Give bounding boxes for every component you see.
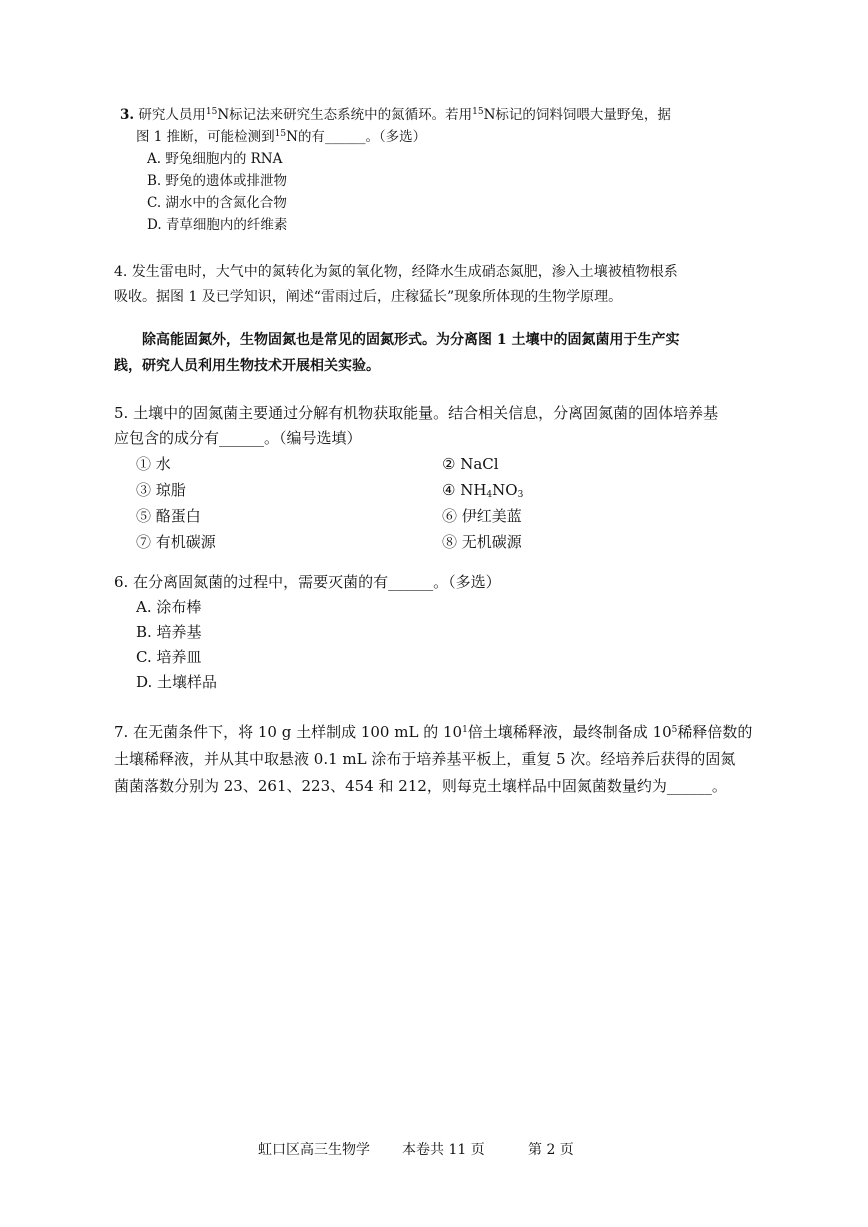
option-4: ④ $NH_4NO_3$ <box>442 481 524 500</box>
answer-blank[interactable]: ______ <box>324 129 366 145</box>
option-b: B. 野兔的遗体或排泄物 <box>147 173 288 189</box>
question-6-line-1: 6. 在分离固氮菌的过程中，需要灭菌的有______。（多选） <box>114 573 501 591</box>
option-d: D. 青草细胞内的纤维素 <box>147 217 288 233</box>
question-3-options <box>120 148 760 236</box>
option-8: ⑧ 无机碳源 <box>442 533 522 551</box>
question-4 <box>114 260 754 310</box>
question-3-line-1: 3. 研究人员用$^{15}$N标记法来研究生态系统中的氮循环。若用$^{15}$N标记的饲料饲喂大量野兔，据 <box>120 107 671 123</box>
option-a: A. 野兔细胞内的 RNA <box>147 151 283 167</box>
option-3: ③ 琼脂 <box>136 481 186 499</box>
option-b: B. 培养基 <box>136 623 202 641</box>
option-d: D. 土壤样品 <box>136 673 218 691</box>
option-c: C. 湖水中的含氮化合物 <box>147 195 287 211</box>
intro-line-2: 践，研究人员利用生物技术开展相关实验。 <box>114 358 380 374</box>
footer-district: 虹口区高三生物学 <box>258 1142 370 1158</box>
question-7-line-2: 土壤稀释液，并从其中取悬液 0.1 mL 涂布于培养基平板上，重复 5 次。经培养后获得的固氮 <box>114 750 736 768</box>
option-5: ⑤ 酪蛋白 <box>136 507 201 525</box>
intro-line-1: 除高能固氮外，生物固氮也是常见的固氮形式。为分离图 1 土壤中的固氮菌用于生产实 <box>142 332 680 348</box>
intro-paragraph <box>114 327 754 379</box>
question-3 <box>120 104 760 236</box>
question-6 <box>114 570 754 695</box>
question-5-options <box>114 452 754 555</box>
footer-total-pages: 本卷共 11 页 <box>402 1142 485 1158</box>
question-7 <box>114 719 754 800</box>
question-7-line-1: 7. 在无菌条件下，将 10 g 土样制成 100 mL 的 $10^1$倍土壤稀释液，最终制备成 $10^5$稀释倍数的 <box>114 723 753 741</box>
option-c: C. 培养皿 <box>136 648 202 666</box>
question-5-line-2: 应包含的成分有______。（编号选填） <box>114 429 362 447</box>
question-7-line-3: 菌菌落数分别为 23、261、223、454 和 212，则每克土壤样品中固氮菌数量约为______。 <box>114 777 727 795</box>
question-3-line-2: 图 1 推断，可能检测到$^{15}$N的有______。（多选） <box>136 129 427 145</box>
footer-page-number: 第 2 页 <box>528 1142 574 1158</box>
question-6-options <box>114 595 754 695</box>
answer-blank[interactable]: ______ <box>666 777 712 795</box>
question-4-line-1: 4. 发生雷电时，大气中的氮转化为氮的氧化物，经降水生成硝态氮肥，渗入土壤被植物根系 <box>114 264 678 280</box>
answer-blank[interactable]: ______ <box>219 429 265 447</box>
answer-blank[interactable]: ______ <box>388 573 434 591</box>
option-7: ⑦ 有机碳源 <box>136 533 216 551</box>
option-a: A. 涂布棒 <box>136 598 202 616</box>
question-4-line-2: 吸收。据图 1 及已学知识，阐述“雷雨过后，庄稼猛长”现象所体现的生物学原理。 <box>114 289 623 305</box>
question-number: 3. <box>120 107 135 123</box>
question-5-line-1: 5. 土壤中的固氮菌主要通过分解有机物获取能量。结合相关信息，分离固氮菌的固体培养基 <box>114 404 719 422</box>
option-6: ⑥ 伊红美蓝 <box>442 507 522 525</box>
option-1: ① 水 <box>136 455 171 473</box>
question-5 <box>114 401 754 555</box>
option-2: ② NaCl <box>442 455 499 473</box>
